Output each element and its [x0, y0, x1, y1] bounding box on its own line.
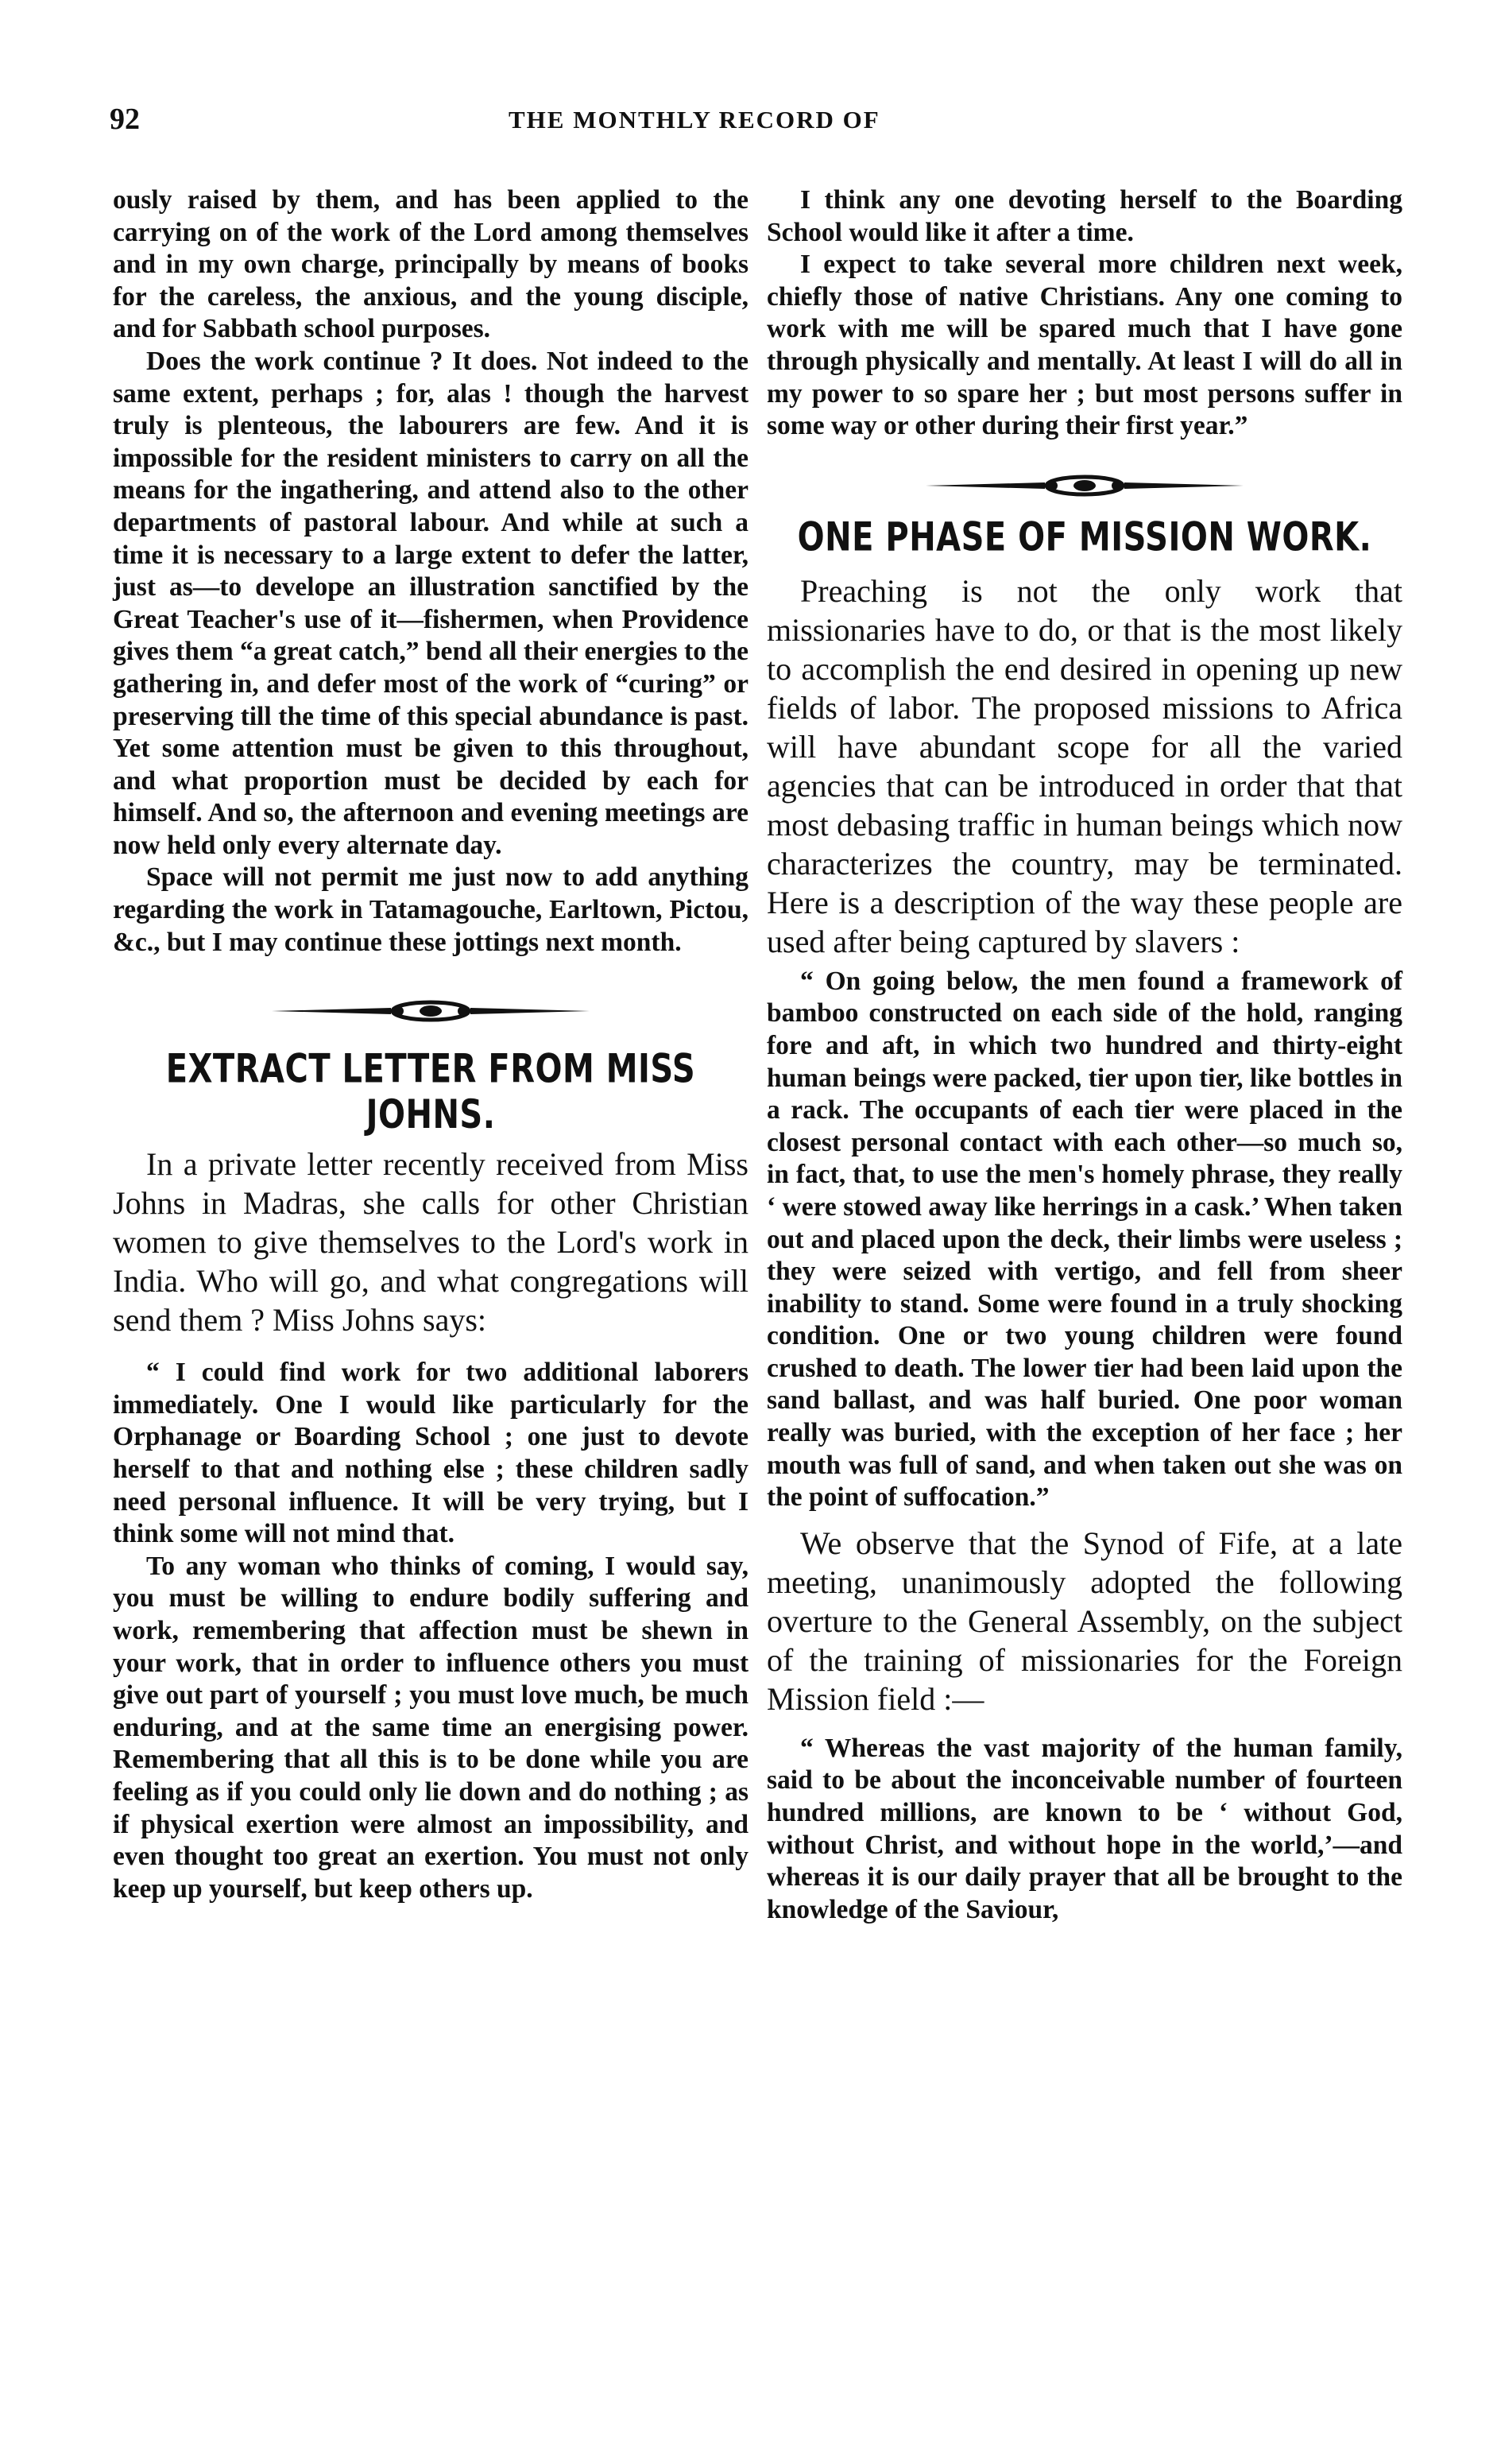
paragraph: We observe that the Synod of Fife, at a late meeting, unanimously adopted the following overture to the General Assembly, on the subject of the training of missionaries for the Foreign Mission field :—: [767, 1525, 1402, 1717]
section-heading: EXTRACT LETTER FROM MISS JOHNS.: [165, 1046, 696, 1138]
paragraph: I think any one devoting herself to the Boarding School would like it after a time.: [767, 185, 1402, 247]
section-heading: ONE PHASE OF MISSION WORK.: [797, 514, 1372, 560]
paragraph: Preaching is not the only work that missionaries have to do, or that is the most likely to accomplish the end desired in opening up new fields of labor. The proposed missions to Africa will have abundant scope for all the varied agencies that can be introduced in order that that most debasing traffic in human beings which now characterizes the country, may be terminated. Here is a description of the way these people are used after being captured by slavers :: [767, 572, 1402, 959]
right-column: [767, 184, 1402, 1926]
paragraph: ously raised by them, and has been applied to the carrying on of the work of the Lord among themselves and in my own charge, principally by means of books for the careless, the anxious, and the young disciple, and for Sabbath school purposes.: [113, 185, 748, 344]
running-head: THE MONTHLY RECORD OF: [509, 106, 880, 134]
paragraph: In a private letter recently received from Miss Johns in Madras, she calls for other Christian women to give themselves to the Lord's work in India. Who will go, and what congregations will send them ? Miss Johns says:: [113, 1146, 748, 1339]
page-number: 92: [110, 103, 140, 136]
paragraph: I expect to take several more children next week, chiefly those of native Christians. Any one coming to work with me will be spared much that I have gone through physically and mentally. At least I will do all in my power to so spare her ; but most persons suffer in some way or other during their first year.”: [767, 250, 1402, 441]
section-divider: [767, 443, 1402, 513]
quoted-paragraph: “ On going below, the men found a framework of bamboo constructed on each side of the hold, ranging fore and aft, in which two hundred and thirty-eight human beings were packed, tier upon tier, like bottles in a rack. The occupants of each tier were placed in the closest personal contact with each other—so much so, in fact, that, to use the men's homely phrase, they really ‘ were stowed away like herrings in a cask.’ When taken out and placed upon the deck, their limbs were useless ; they were seized with vertigo, and fell from sheer inability to stand. Some were found in a truly shocking condition. One or two young children were found crushed to death. The lower tier had been laid upon the sand ballast, and was half buried. One poor woman really was buried, with the exception of her face ; her mouth was full of sand, and when taken out she was on the point of suffocation.”: [767, 966, 1402, 1513]
paragraph: Does the work continue ? It does. Not indeed to the same extent, perhaps ; for, alas ! though the harvest truly is plenteous, the labourers are few. And it is impossible for the resident ministers to carry on all the means for the ingathering, and attend also to the other departments of pastoral labour. And while at such a time it is necessary to a large extent to defer the latter, just as—to develope an illustration sanctified by the Great Teacher's use of it—fishermen, when Providence gives them “a great catch,” bend all their energies to the gathering in, and defer most of the work of “curing” or preserving till the time of this special abundance is past. Yet some attention must be given to this throughout, and what proportion must be decided by each for himself. And so, the afternoon and evening meetings are now held only every alternate day.: [113, 346, 748, 860]
left-column: [113, 184, 748, 1905]
ornament-divider-icon: [926, 475, 1244, 497]
section-divider: [113, 959, 748, 1052]
quoted-letter-paragraph: To any woman who thinks of coming, I would say, you must be willing to endure bodily suffering and work, remembering that affection must be shewn in your work, that in order to influence others you must give out part of yourself ; you must love much, be much enduring, and at the same time an energising power. Remembering that all this is to be done while you are feeling as if you could only lie down and do nothing ; as if physical exertion were almost an impossibility, and even thought too great an exertion. You must not only keep up yourself, but keep others up.: [113, 1551, 748, 1904]
ornament-divider-icon: [272, 1000, 590, 1022]
quoted-letter-paragraph: “ I could find work for two additional laborers immediately. One I would like particularly for the Orphanage or Boarding School ; one just to devote herself to that and nothing else ; these children sadly need personal influence. It will be very trying, but I think some will not mind that.: [113, 1358, 748, 1549]
paragraph: Space will not permit me just now to add anything regarding the work in Tatamagouche, Earltown, Pictou, &c., but I may continue these jottings next month.: [113, 862, 748, 957]
quoted-paragraph: “ Whereas the vast majority of the human family, said to be about the inconceivable number of fourteen hundred millions, are known to be ‘ without God, without Christ, and without hope in the world,’—and whereas it is our daily prayer that all be brought to the knowledge of the Saviour,: [767, 1733, 1402, 1924]
